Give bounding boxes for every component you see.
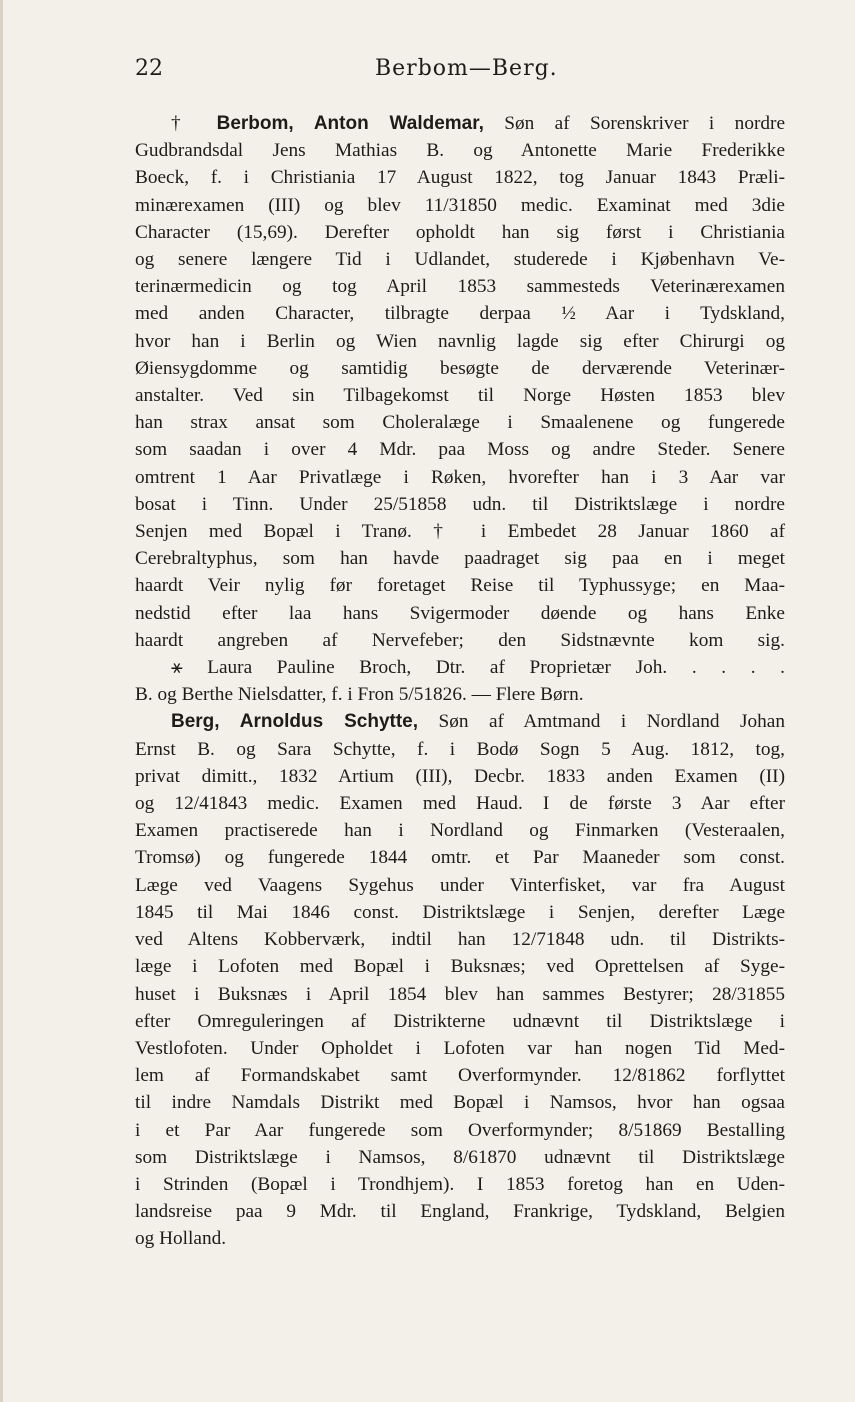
entry-name: Berbom, Anton Waldemar, bbox=[216, 113, 484, 134]
text-line: Examen practiserede han i Nordland og Finmarken (Vesteraalen, bbox=[135, 820, 785, 842]
text-line: landsreise paa 9 Mdr. til England, Frankrige, Tydskland, Belgien bbox=[135, 1201, 785, 1223]
text-line: Boeck, f. i Christiania 17 August 1822, tog Januar 1843 Præli- bbox=[135, 167, 785, 189]
text-line: Læge ved Vaagens Sygehus under Vinterfisket, var fra August bbox=[135, 874, 785, 896]
text-line: huset i Buksnæs i April 1854 blev han sammes Bestyrer; 28/31855 bbox=[135, 983, 785, 1005]
text-line: Ernst B. og Sara Schytte, f. i Bodø Sogn 5 Aug. 1812, tog, bbox=[135, 738, 785, 760]
text-line: haardt Veir nylig før foretaget Reise til Typhussyge; en Maa- bbox=[135, 575, 785, 597]
entry-berbom bbox=[135, 110, 785, 708]
text-line: han strax ansat som Choleralæge i Smaalenene og fungerede bbox=[135, 412, 785, 434]
text-line: terinærmedicin og tog April 1853 sammesteds Veterinærexamen bbox=[135, 276, 785, 298]
text-line: til indre Namdals Distrikt med Bopæl i Namsos, hvor han ogsaa bbox=[135, 1092, 785, 1114]
text-line: læge i Lofoten med Bopæl i Buksnæs; ved Oprettelsen af Syge- bbox=[135, 956, 785, 978]
entry-name: Berg, Arnoldus Schytte, bbox=[171, 711, 419, 733]
text-line: i Strinden (Bopæl i Trondhjem). I 1853 foretog han en Uden- bbox=[135, 1173, 785, 1195]
text-line: Cerebraltyphus, som han havde paadraget sig paa en i meget bbox=[135, 548, 785, 570]
text-line: nedstid efter laa hans Svigermoder døende og hans Enke bbox=[135, 602, 785, 624]
text-line: Character (15,69). Derefter opholdt han sig først i Christiania bbox=[135, 221, 785, 243]
text-line: i et Par Aar fungerede som Overformynder; 8/51869 Bestalling bbox=[135, 1119, 785, 1141]
text-line: efter Omreguleringen af Distrikterne udnævnt til Distriktslæge i bbox=[135, 1010, 785, 1032]
text-line: privat dimitt., 1832 Artium (III), Decbr. 1833 anden Examen (II) bbox=[135, 765, 785, 787]
text-line: og 12/41843 medic. Examen med Haud. I de første 3 Aar efter bbox=[135, 793, 785, 815]
text-line: haardt angreben af Nervefeber; den Sidstnævnte kom sig. bbox=[135, 629, 785, 651]
text-line: ved Altens Kobberværk, indtil han 12/71848 udn. til Distrikts- bbox=[135, 929, 785, 951]
text-line: og senere længere Tid i Udlandet, studerede i Kjøbenhavn Ve- bbox=[135, 249, 785, 271]
page-header bbox=[135, 56, 785, 90]
text-line: omtrent 1 Aar Privatlæge i Røken, hvorefter han i 3 Aar var bbox=[135, 466, 785, 488]
text-line: minærexamen (III) og blev 11/31850 medic. Examinat med 3die bbox=[135, 194, 785, 216]
text-line: Tromsø) og fungerede 1844 omtr. et Par Maaneder som const. bbox=[135, 847, 785, 869]
page-body bbox=[135, 110, 785, 1253]
text-line: Senjen med Bopæl i Tranø. † i Embedet 28 Januar 1860 af bbox=[135, 521, 785, 543]
text-line: Gudbrandsdal Jens Mathias B. og Antonette Marie Frederikke bbox=[135, 140, 785, 162]
text-line: med anden Character, tilbragte derpaa ½ Aar i Tydskland, bbox=[135, 303, 785, 325]
text-line: bosat i Tinn. Under 25/51858 udn. til Distriktslæge i nordre bbox=[135, 493, 785, 515]
entry-berg bbox=[135, 708, 785, 1252]
text-line: hvor han i Berlin og Wien navnlig lagde sig efter Chirurgi og bbox=[135, 330, 785, 352]
text-line: Vestlofoten. Under Opholdet i Lofoten var han nogen Tid Med- bbox=[135, 1037, 785, 1059]
text-line: 1845 til Mai 1846 const. Distriktslæge i Senjen, derefter Læge bbox=[135, 901, 785, 923]
text-line: anstalter. Ved sin Tilbagekomst til Norge Høsten 1853 blev bbox=[135, 385, 785, 407]
text-line: Øiensygdomme og samtidig besøgte de derværende Veterinær- bbox=[135, 357, 785, 379]
text-line: † Berbom, Anton Waldemar, Søn af Sorenskriver i nordre bbox=[171, 113, 786, 134]
text-line: ⚹ Laura Pauline Broch, Dtr. af Proprietær Joh. . . . . bbox=[171, 657, 785, 679]
text-line: som Distriktslæge i Namsos, 8/61870 udnævnt til Distriktslæge bbox=[135, 1146, 785, 1168]
text-line: lem af Formandskabet samt Overformynder. 12/81862 forflyttet bbox=[135, 1065, 785, 1087]
running-head: Berbom—Berg. bbox=[375, 56, 558, 81]
page-number: 22 bbox=[135, 56, 163, 81]
text-line: og Holland. bbox=[135, 1228, 227, 1250]
text-line: Berg, Arnoldus Schytte, Søn af Amtmand i Nordland Johan bbox=[171, 711, 786, 733]
text-line: B. og Berthe Nielsdatter, f. i Fron 5/51826. — Flere Børn. bbox=[135, 684, 584, 706]
text-line: som saadan i over 4 Mdr. paa Moss og andre Steder. Senere bbox=[135, 439, 785, 461]
